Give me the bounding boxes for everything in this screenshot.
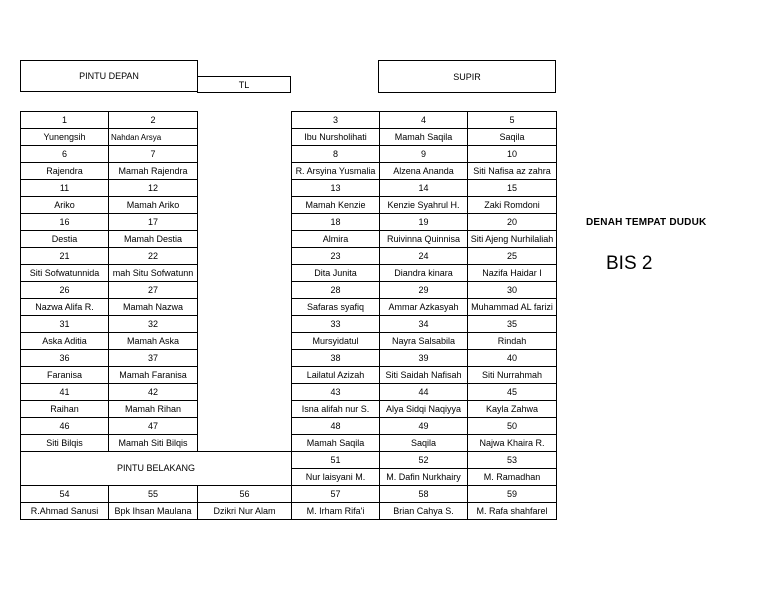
passenger-name: Dita Junita — [292, 265, 380, 282]
passenger-name: Saqila — [468, 129, 557, 146]
passenger-name: Bpk Ihsan Maulana — [109, 503, 198, 520]
passenger-name-row — [21, 197, 557, 214]
seat-number: 32 — [109, 316, 198, 333]
seat-number: 31 — [21, 316, 109, 333]
seat-number: 58 — [380, 486, 468, 503]
seat-number: 53 — [468, 452, 557, 469]
aisle-cell — [198, 248, 292, 265]
passenger-name-row — [21, 503, 557, 520]
passenger-name: Najwa Khaira R. — [468, 435, 557, 452]
passenger-name-row — [21, 333, 557, 350]
passenger-name: Ariko — [21, 197, 109, 214]
aisle-cell — [198, 401, 292, 418]
seat-number: 17 — [109, 214, 198, 231]
seat-number: 28 — [292, 282, 380, 299]
passenger-name: Nayra Salsabila — [380, 333, 468, 350]
seat-number: 54 — [21, 486, 109, 503]
seat-number: 43 — [292, 384, 380, 401]
aisle-cell — [198, 350, 292, 367]
passenger-name: Mamah Saqila — [380, 129, 468, 146]
passenger-name: Lailatul Azizah — [292, 367, 380, 384]
seat-number: 42 — [109, 384, 198, 401]
seat-number: 16 — [21, 214, 109, 231]
passenger-name: Nazwa Alifa R. — [21, 299, 109, 316]
seat-number: 38 — [292, 350, 380, 367]
passenger-name: M. Ramadhan — [468, 469, 557, 486]
driver-box — [378, 60, 556, 93]
passenger-name: Siti Saidah Nafisah — [380, 367, 468, 384]
seat-number: 39 — [380, 350, 468, 367]
passenger-name-row — [21, 299, 557, 316]
seat-number: 11 — [21, 180, 109, 197]
passenger-name: Rajendra — [21, 163, 109, 180]
bus-label: BIS 2 — [606, 253, 653, 274]
seat-number-row — [21, 350, 557, 367]
passenger-name: Siti Nurrahmah — [468, 367, 557, 384]
aisle-cell — [198, 282, 292, 299]
seat-number: 27 — [109, 282, 198, 299]
passenger-name: Kenzie Syahrul H. — [380, 197, 468, 214]
seat-number: 19 — [380, 214, 468, 231]
seat-number: 47 — [109, 418, 198, 435]
front-door-box — [20, 60, 198, 92]
seat-number-row — [21, 248, 557, 265]
seat-number: 8 — [292, 146, 380, 163]
seat-number: 22 — [109, 248, 198, 265]
seat-number: 55 — [109, 486, 198, 503]
passenger-name: Nahdan Arsya — [109, 129, 198, 146]
aisle-cell — [198, 316, 292, 333]
aisle-cell — [198, 435, 292, 452]
passenger-name: Zaki Romdoni — [468, 197, 557, 214]
passenger-name: mah Situ Sofwatunn — [109, 265, 198, 282]
seat-number-row — [21, 384, 557, 401]
aisle-cell — [198, 197, 292, 214]
passenger-name: Mamah Siti Bilqis — [109, 435, 198, 452]
seat-number: 5 — [468, 112, 557, 129]
seating-plan-title: DENAH TEMPAT DUDUK — [586, 217, 707, 228]
passenger-name-row — [21, 265, 557, 282]
passenger-name-row — [21, 401, 557, 418]
seating-grid — [20, 111, 557, 520]
passenger-name: Siti Nafisa az zahra — [468, 163, 557, 180]
passenger-name: Mamah Nazwa — [109, 299, 198, 316]
seat-number: 4 — [380, 112, 468, 129]
tl-label: TL — [238, 79, 250, 90]
passenger-name-row — [21, 163, 557, 180]
passenger-name: Faranisa — [21, 367, 109, 384]
aisle-cell — [198, 384, 292, 401]
seat-number: 44 — [380, 384, 468, 401]
seat-number-row — [21, 418, 557, 435]
seat-number: 26 — [21, 282, 109, 299]
passenger-name: Mamah Aska — [109, 333, 198, 350]
aisle-cell — [198, 418, 292, 435]
passenger-name: Siti Sofwatunnida — [21, 265, 109, 282]
passenger-name: Mamah Rajendra — [109, 163, 198, 180]
passenger-name: Muhammad AL farizi — [468, 299, 557, 316]
passenger-name-row — [21, 231, 557, 248]
seat-number: 46 — [21, 418, 109, 435]
passenger-name: Brian Cahya S. — [380, 503, 468, 520]
seat-number: 12 — [109, 180, 198, 197]
seat-number: 13 — [292, 180, 380, 197]
seat-number: 33 — [292, 316, 380, 333]
aisle-cell — [198, 163, 292, 180]
passenger-name: R. Arsyina Yusmalia — [292, 163, 380, 180]
aisle-cell — [198, 180, 292, 197]
seat-number-row — [21, 112, 557, 129]
passenger-name-row — [21, 435, 557, 452]
seat-number-row — [21, 180, 557, 197]
passenger-name: M. Rafa shahfarel — [468, 503, 557, 520]
seat-number-row — [21, 146, 557, 163]
seat-number: 40 — [468, 350, 557, 367]
seat-number: 10 — [468, 146, 557, 163]
passenger-name: Alzena Ananda — [380, 163, 468, 180]
passenger-name: Ruivinna Quinnisa — [380, 231, 468, 248]
passenger-name: Mamah Saqila — [292, 435, 380, 452]
passenger-name: Siti Ajeng Nurhilaliah — [468, 231, 557, 248]
passenger-name: Yunengsih — [21, 129, 109, 146]
seat-number: 14 — [380, 180, 468, 197]
seat-number-row — [21, 316, 557, 333]
seat-number: 52 — [380, 452, 468, 469]
passenger-name: Mamah Rihan — [109, 401, 198, 418]
aisle-cell — [198, 333, 292, 350]
passenger-name: Mamah Destia — [109, 231, 198, 248]
front-door-label: PINTU DEPAN — [79, 71, 139, 81]
passenger-name: Mamah Faranisa — [109, 367, 198, 384]
passenger-name: Destia — [21, 231, 109, 248]
seat-number-row — [21, 486, 557, 503]
aisle-cell — [198, 299, 292, 316]
seat-number: 30 — [468, 282, 557, 299]
passenger-name: Safaras syafiq — [292, 299, 380, 316]
seat-number: 18 — [292, 214, 380, 231]
seat-number: 1 — [21, 112, 109, 129]
passenger-name: Isna alifah nur S. — [292, 401, 380, 418]
seat-number: 2 — [109, 112, 198, 129]
passenger-name: Raihan — [21, 401, 109, 418]
seat-number: 37 — [109, 350, 198, 367]
seat-number: 35 — [468, 316, 557, 333]
passenger-name: M. Irham Rifa'i — [292, 503, 380, 520]
seat-number: 36 — [21, 350, 109, 367]
passenger-name: Ammar Azkasyah — [380, 299, 468, 316]
passenger-name: Almira — [292, 231, 380, 248]
passenger-name: M. Dafin Nurkhairy — [380, 469, 468, 486]
passenger-name: Mursyidatul — [292, 333, 380, 350]
back-door-label: PINTU BELAKANG — [21, 452, 292, 486]
seat-number: 29 — [380, 282, 468, 299]
passenger-name: Saqila — [380, 435, 468, 452]
passenger-name: Siti Bilqis — [21, 435, 109, 452]
aisle-cell — [198, 265, 292, 282]
seat-number: 51 — [292, 452, 380, 469]
passenger-name: Nur laisyani M. — [292, 469, 380, 486]
tl-box — [197, 76, 291, 93]
seat-number: 23 — [292, 248, 380, 265]
seat-number: 50 — [468, 418, 557, 435]
passenger-name-row — [21, 367, 557, 384]
passenger-name: R.Ahmad Sanusi — [21, 503, 109, 520]
aisle-cell — [198, 231, 292, 248]
seat-number: 21 — [21, 248, 109, 265]
seat-number-row — [21, 282, 557, 299]
passenger-name: Diandra kinara — [380, 265, 468, 282]
seat-number: 6 — [21, 146, 109, 163]
seat-number: 34 — [380, 316, 468, 333]
seat-number: 59 — [468, 486, 557, 503]
seat-number: 25 — [468, 248, 557, 265]
aisle-cell — [198, 146, 292, 163]
seat-number: 48 — [292, 418, 380, 435]
passenger-name: Aska Aditia — [21, 333, 109, 350]
aisle-cell — [198, 129, 292, 146]
seat-number: 15 — [468, 180, 557, 197]
seat-number: 49 — [380, 418, 468, 435]
back-door-row — [21, 452, 557, 469]
seat-number: 56 — [198, 486, 292, 503]
passenger-name: Rindah — [468, 333, 557, 350]
passenger-name-row — [21, 129, 557, 146]
aisle-cell — [198, 367, 292, 384]
driver-label: SUPIR — [453, 71, 481, 82]
passenger-name: Dzikri Nur Alam — [198, 503, 292, 520]
seat-number: 57 — [292, 486, 380, 503]
passenger-name: Nazifa Haidar I — [468, 265, 557, 282]
passenger-name: Ibu Nursholihati — [292, 129, 380, 146]
seat-number: 24 — [380, 248, 468, 265]
seat-number-row — [21, 214, 557, 231]
seat-number: 3 — [292, 112, 380, 129]
passenger-name: Mamah Kenzie — [292, 197, 380, 214]
passenger-name: Kayla Zahwa — [468, 401, 557, 418]
seat-number: 20 — [468, 214, 557, 231]
passenger-name: Mamah Ariko — [109, 197, 198, 214]
seating-grid-body — [21, 112, 557, 520]
seat-number: 45 — [468, 384, 557, 401]
seat-number: 9 — [380, 146, 468, 163]
seat-number: 7 — [109, 146, 198, 163]
aisle-cell — [198, 112, 292, 129]
aisle-cell — [198, 214, 292, 231]
seat-number: 41 — [21, 384, 109, 401]
passenger-name: Alya Sidqi Naqiyya — [380, 401, 468, 418]
